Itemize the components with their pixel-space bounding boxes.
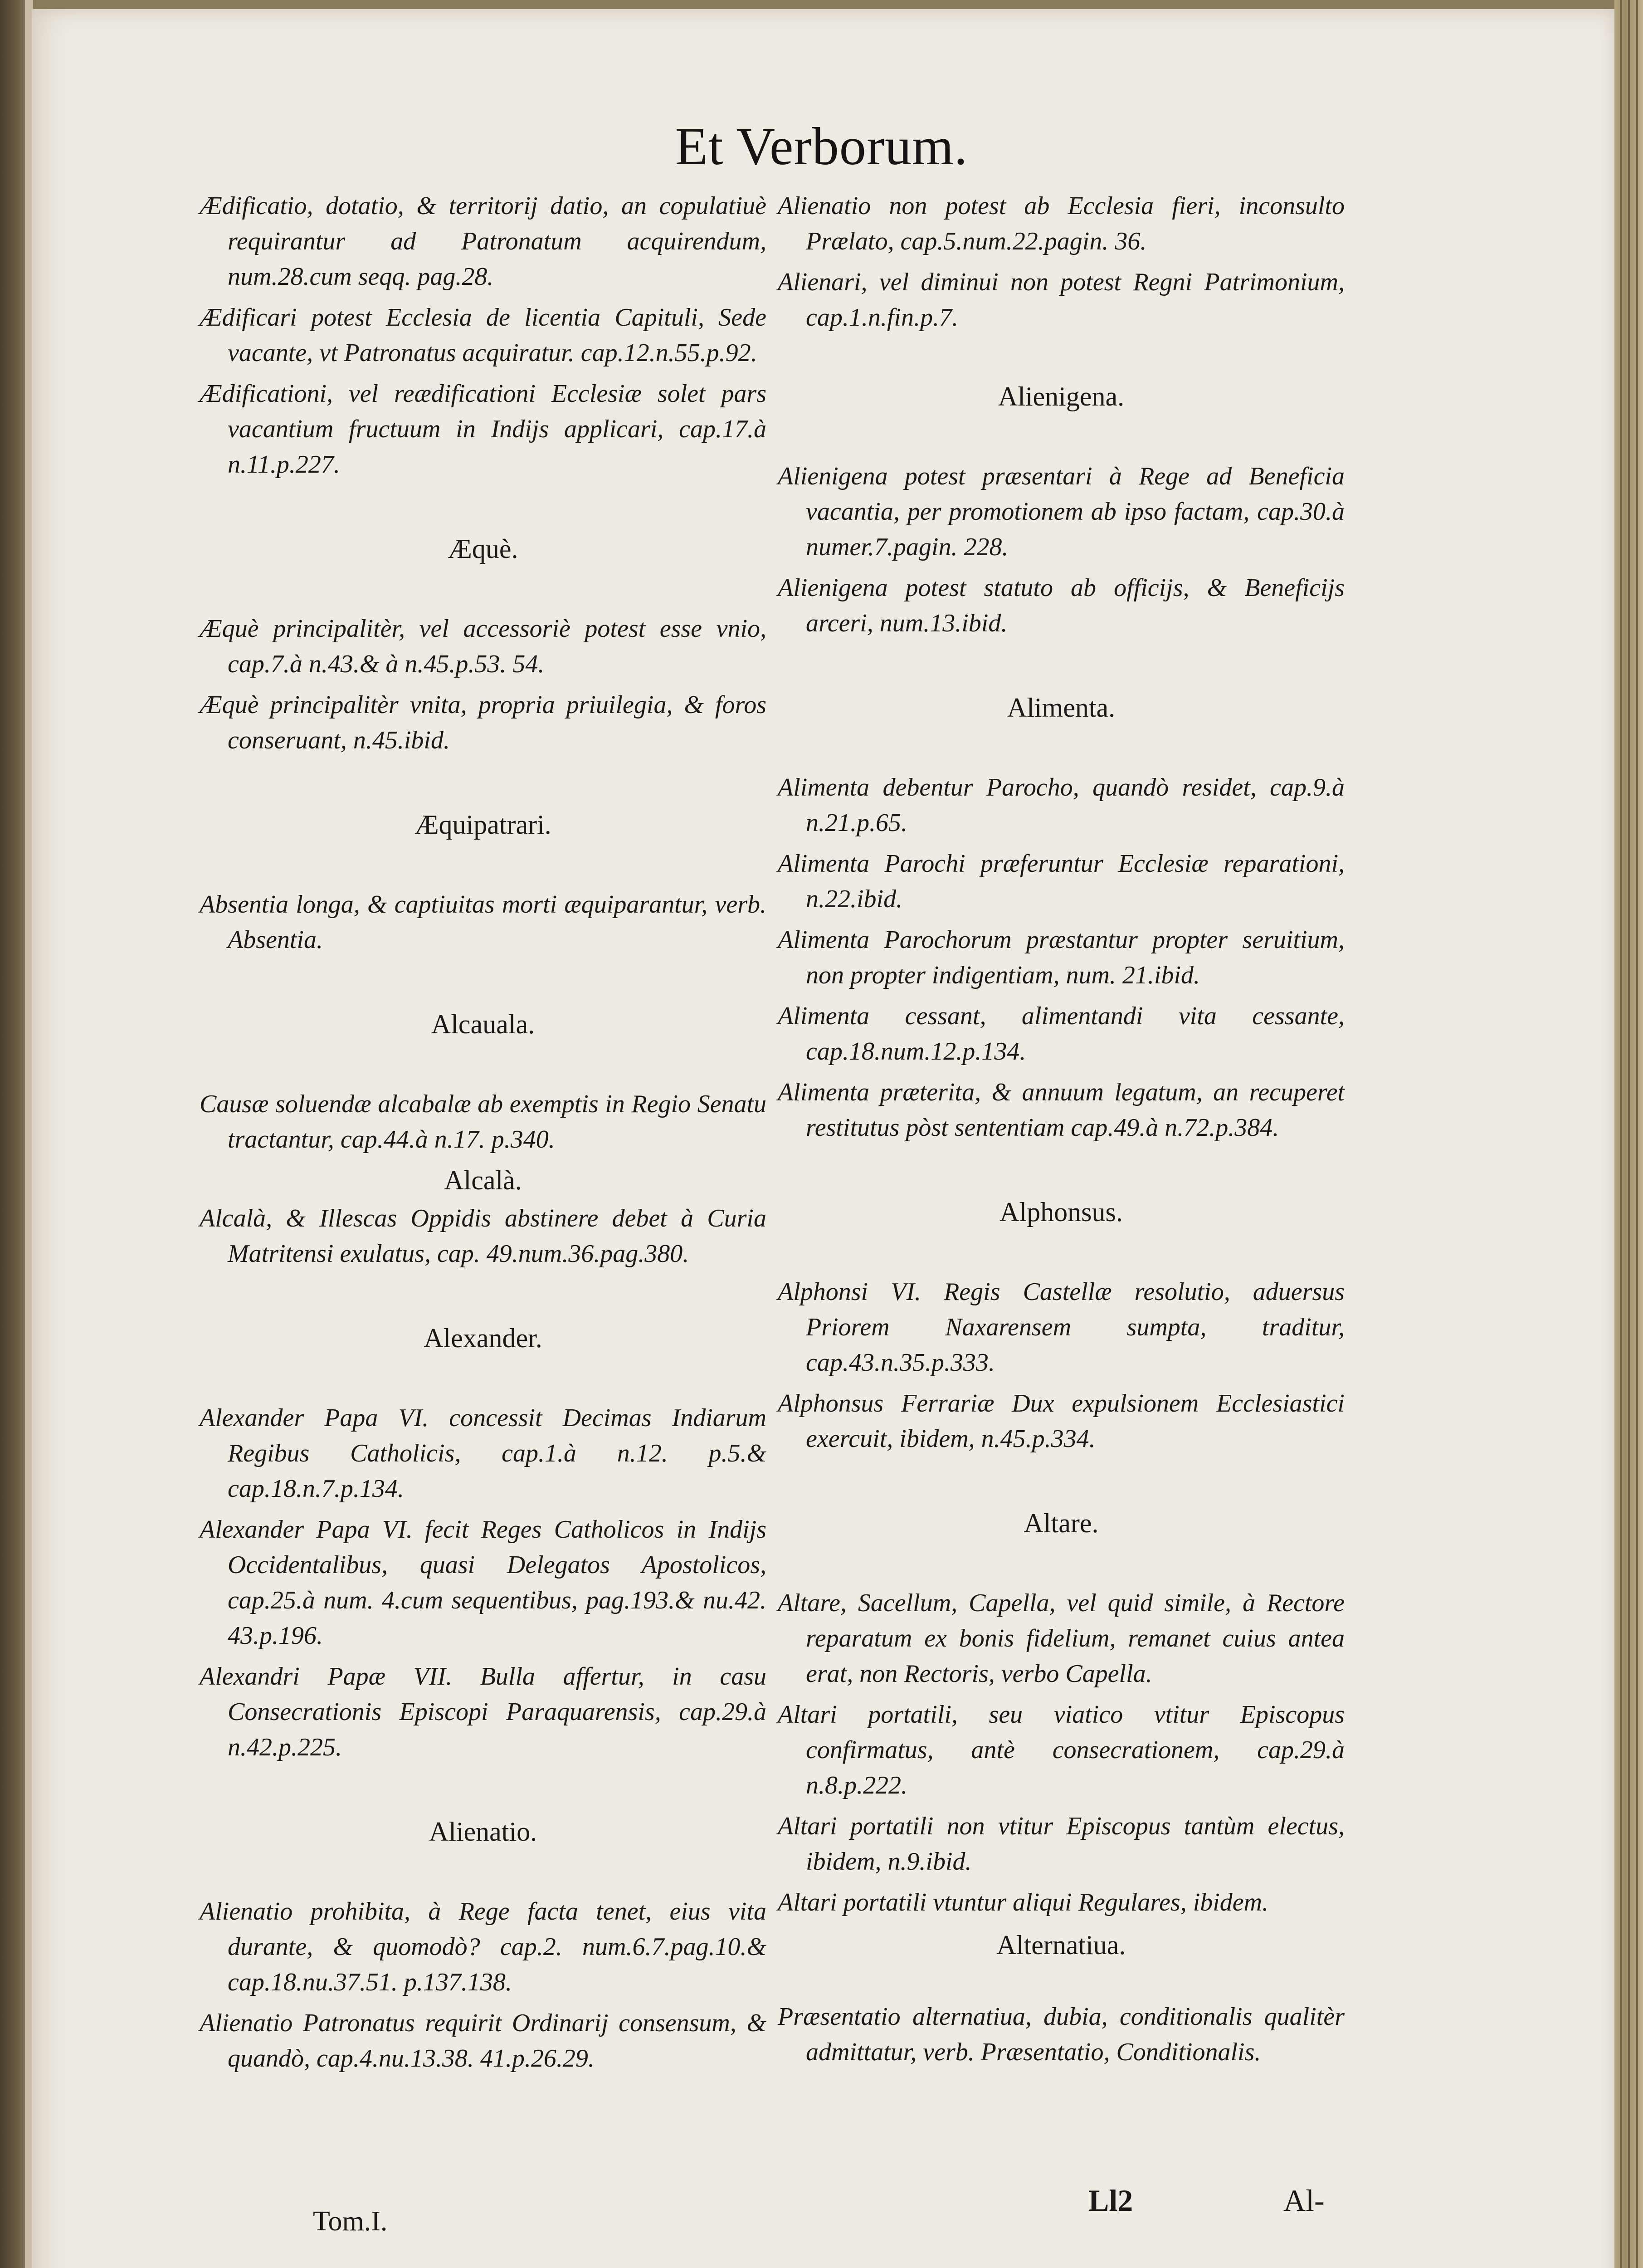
index-entry: Alienigena potest statuto ab officijs, & Beneficijs arceri, num.13.ibid. (778, 574, 1345, 637)
page-edge-line (1636, 0, 1638, 2268)
section-heading: Alcauala. (431, 1009, 535, 1039)
index-entry: Alcalà, & Illescas Oppidis abstinere debet à Curia Matritensi exulatus, cap. 49.num.36.pag.380. (200, 1204, 766, 1268)
section-heading: Alternatiua. (996, 1930, 1126, 1960)
index-entry: Alphonsus Ferrariæ Dux expulsionem Ecclesiastici exercuit, ibidem, n.45.p.334. (778, 1389, 1345, 1453)
index-entry: Alimenta præterita, & annuum legatum, an recuperet restitutus pòst sententiam cap.49.à n.72.p.384. (778, 1078, 1345, 1142)
section-heading: Æquipatrari. (414, 810, 551, 840)
running-header: Et Verborum. (675, 117, 968, 176)
index-entry: Æquè principalitèr vnita, propria priuilegia, & foros conseruant, n.45.ibid. (200, 691, 766, 754)
index-entry: Æquè principalitèr, vel accessoriè potest esse vnio, cap.7.à n.43.& à n.45.p.53. 54. (200, 615, 766, 678)
section-heading: Alcalà. (444, 1165, 522, 1195)
index-entry: Alexandri Papæ VII. Bulla affertur, in casu Consecrationis Episcopi Paraquarensis, cap.29.à n.42.p.225. (200, 1662, 766, 1761)
page-edges (1614, 0, 1643, 2268)
index-entry: Altari portatili vtuntur aliqui Regulares, ibidem. (778, 1888, 1269, 1916)
index-entry: Alienigena potest præsentari à Rege ad Beneficia vacantia, per promotionem ab ipso factam, cap.30.à numer.7.pagin. 228. (778, 462, 1345, 561)
index-entry: Præsentatio alternatiua, dubia, conditionalis qualitèr admittatur, verb. Præsentatio, Conditionalis. (778, 2003, 1345, 2066)
section-heading: Alexander. (424, 1323, 542, 1353)
index-entry: Ædificari potest Ecclesia de licentia Capituli, Sede vacante, vt Patronatus acquiratur. cap.12.n.55.p.92. (200, 303, 766, 367)
index-entry: Altare, Sacellum, Capella, vel quid simile, à Rectore reparatum ex bonis fidelium, remanet cuius antea erat, non Rectoris, verbo Capella. (778, 1589, 1345, 1688)
index-entry: Alienatio prohibita, à Rege facta tenet, eius vita durante, & quomodò? cap.2. num.6.7.pag.10.& cap.18.nu.37.51. p.137.138. (200, 1897, 766, 1996)
index-entry: Ædificationi, vel reædificationi Ecclesiæ solet pars vacantium fructuum in Indijs applicari, cap.17.à n.11.p.227. (200, 380, 766, 479)
left-column (200, 188, 766, 2082)
index-entry: Altari portatili, seu viatico vtitur Episcopus confirmatus, antè consecrationem, cap.29.à n.8.p.222. (778, 1701, 1345, 1799)
index-entry: Alimenta cessant, alimentandi vita cessante, cap.18.num.12.p.134. (778, 1002, 1345, 1066)
section-heading: Alienatio. (429, 1817, 537, 1847)
index-entry: Altari portatili non vtitur Episcopus tantùm electus, ibidem, n.9.ibid. (778, 1812, 1345, 1876)
index-entry: Alexander Papa VI. fecit Reges Catholicos in Indijs Occidentalibus, quasi Delegatos Apostolicos, cap.25.à num. 4.cum sequentibus, pag.193.& nu.42. 43.p.196. (200, 1515, 766, 1650)
right-column (778, 188, 1345, 2075)
index-entry: Alimenta debentur Parocho, quandò residet, cap.9.à n.21.p.65. (778, 773, 1345, 837)
index-entry: Alienatio non potest ab Ecclesia fieri, inconsulto Prælato, cap.5.num.22.pagin. 36. (778, 192, 1345, 255)
signature-mark: Ll2 (1088, 2183, 1133, 2218)
section-heading: Alimenta. (1007, 693, 1116, 723)
catchword: Al- (1283, 2183, 1325, 2218)
index-entry: Ædificatio, dotatio, & territorij datio, an copulatiuè requirantur ad Patronatum acquirendum, num.28.cum seqq. pag.28. (200, 192, 766, 291)
index-entry: Alienatio Patronatus requirit Ordinarij consensum, & quandò, cap.4.nu.13.38. 41.p.26.29. (200, 2009, 766, 2072)
section-heading: Æquè. (448, 534, 518, 564)
section-heading: Altare. (1024, 1508, 1099, 1538)
section-heading: Alienigena. (998, 381, 1125, 411)
index-entry: Absentia longa, & captiuitas morti æquiparantur, verb. Absentia. (200, 890, 766, 954)
page-edge-line (1620, 0, 1622, 2268)
index-entry: Alimenta Parochi præferuntur Ecclesiæ reparationi, n.22.ibid. (778, 850, 1345, 913)
index-entry: Alexander Papa VI. concessit Decimas Indiarum Regibus Catholicis, cap.1.à n.12. p.5.& cap.18.n.7.p.134. (200, 1404, 766, 1503)
volume-mark: Tom.I. (313, 2206, 388, 2237)
page-edge-line (1628, 0, 1630, 2268)
section-heading: Alphonsus. (999, 1197, 1123, 1227)
index-entry: Alimenta Parochorum præstantur propter seruitium, non propter indigentiam, num. 21.ibid. (778, 926, 1345, 989)
index-entry: Causæ soluendæ alcabalæ ab exemptis in Regio Senatu tractantur, cap.44.à n.17. p.340. (200, 1090, 766, 1154)
index-entry: Alienari, vel diminui non potest Regni Patrimonium, cap.1.n.fin.p.7. (778, 268, 1345, 332)
index-entry: Alphonsi VI. Regis Castellæ resolutio, aduersus Priorem Naxarensem sumpta, traditur, cap.43.n.35.p.333. (778, 1278, 1345, 1377)
